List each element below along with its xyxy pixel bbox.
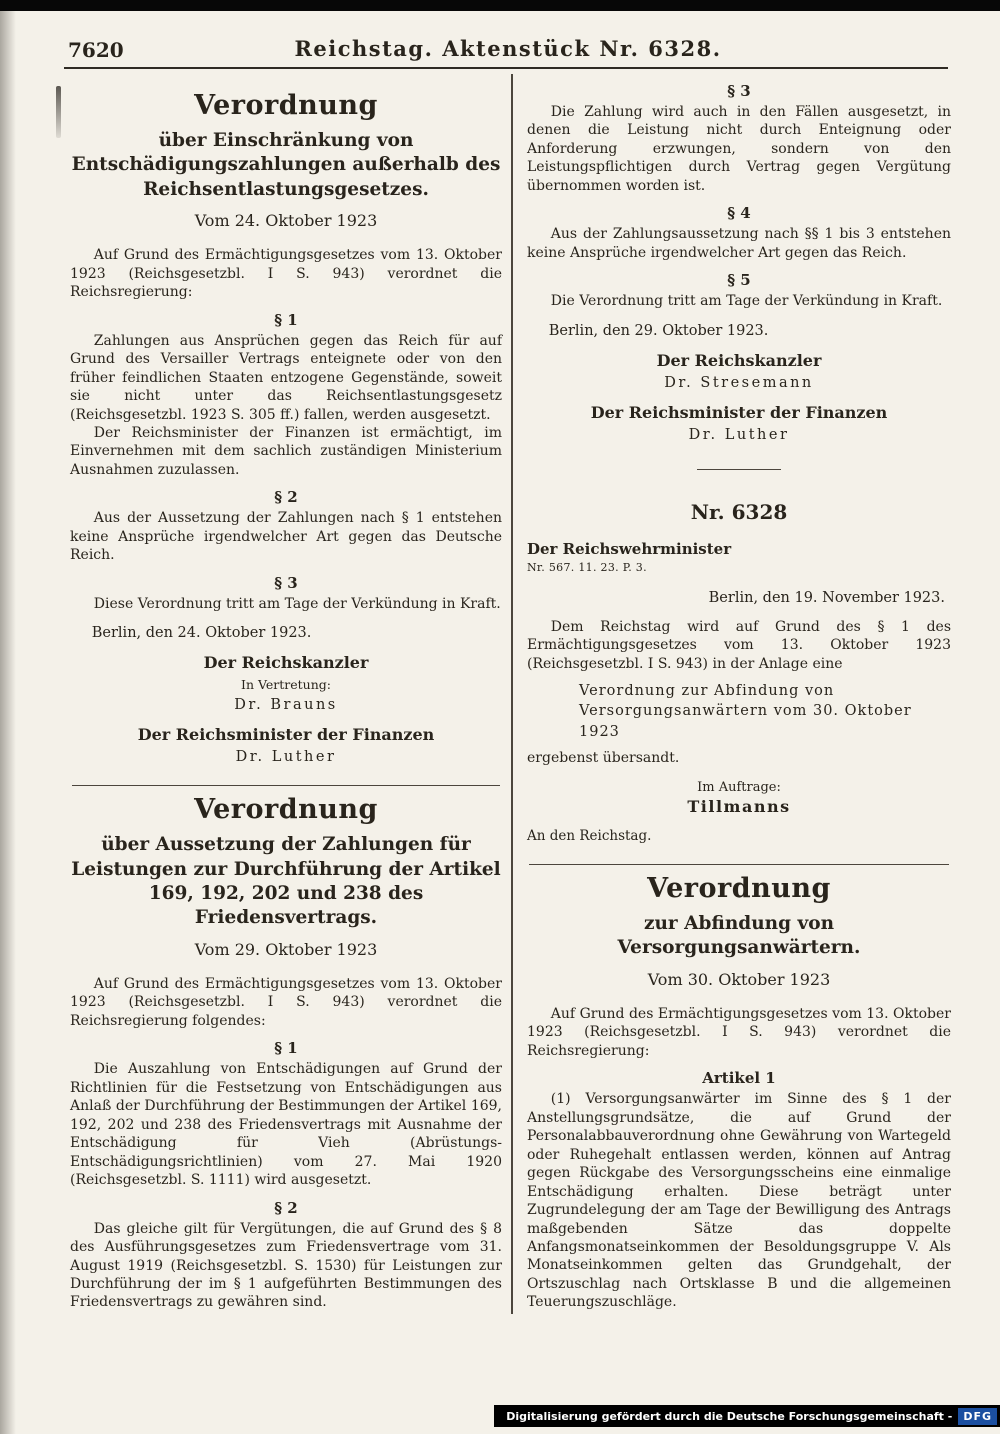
decree1-section1-label: § 1 [274,310,298,329]
decree3-date: Vom 30. Oktober 1923 [647,969,831,989]
decree2-subtitle: über Aussetzung der Zahlungen für Leistungen zur Durchführung der Artikel 169, 192, 202 und 238 des Friedensvertrags. [71,834,501,929]
decree1-signature1-note: In Vertretung: [241,677,331,693]
transmittal-order-note: Im Auftrage: [697,780,781,796]
decree2-signature2-name: Dr. Luther [688,426,790,443]
page-title: Reichstag. Aktenstück Nr. 6328. [294,36,722,61]
decree3-intro: Auf Grund des Ermächtigungsgesetzes vom 13. Oktober 1923 (Reichsgesetzbl. I S. 943) verordnet die Reichsregierung: [527,1005,951,1059]
decree1-signature2-title: Der Reichsminister der Finanzen [137,725,435,745]
scan-edge-top [0,0,1000,11]
decree1-signature1-title: Der Reichskanzler [203,653,369,673]
decree2-date: Vom 29. Oktober 1923 [194,939,378,959]
decree1-section1-paragraph1: Zahlungen aus Ansprüchen gegen das Reich für auf Grund des Versailler Vertrags enteignete oder von den früher feindlichen Staaten entzogene Gegenstände, soweit sie nicht unter das Reichsentlastungsgesetz (Reichsgesetzbl. 1923 S. 305 ff.) fallen, werden ausgesetzt. [70,332,502,423]
decree1-section3-paragraph: Diese Verordnung tritt am Tage der Verkündung in Kraft. [93,595,501,612]
decree1-section2-paragraph: Aus der Aussetzung der Zahlungen nach § 1 entstehen keine Ansprüche irgendwelcher Art gegen das Deutsche Reich. [70,510,502,564]
decree3-article1-label: Artikel 1 [702,1069,776,1088]
decree2-section3-paragraph: Die Zahlung wird auch in den Fällen ausgesetzt, in denen die Leistung nicht durch Enteignung oder Anforderung erzwungen, sondern von den Leistungspflichtigen durch Vertrag gegen Vergütung übernommen worden ist. [527,104,951,194]
transmittal-reference: Nr. 567. 11. 23. P. 3. [527,560,647,574]
decree1-subtitle: über Einschränkung von Entschädigungszahlungen außerhalb des Reichsentlastungsgesetzes. [71,130,501,200]
dfg-logo: DFG [958,1408,997,1425]
decree2-heading: Verordnung [194,794,378,826]
header-rule [64,67,948,69]
decree1-place-date: Berlin, den 24. Oktober 1923. [91,625,312,642]
section-divider-rule [72,785,500,786]
digitization-credit-bar [494,1405,1000,1427]
decree2-section4-label: § 4 [727,204,751,223]
decree1-section3-label: § 3 [274,573,298,592]
decree1-signature1-name: Dr. Brauns [234,697,338,714]
decree2-section3-label: § 3 [727,82,751,100]
transmittal-sender: Der Reichswehrminister [527,539,732,558]
short-divider-rule [697,469,781,470]
decree2-signature1-title: Der Reichskanzler [656,350,822,370]
decree1-section1-paragraph2: Der Reichsminister der Finanzen ist ermächtigt, im Einvernehmen mit dem sachlich zuständigen Ministerium Ausnahmen zuzulassen. [70,424,502,478]
decree1-heading: Verordnung [194,90,378,121]
scan-artifact-mark [56,86,61,138]
decree1-signature2-name: Dr. Luther [235,749,337,766]
decree3-article1-paragraph: (1) Versorgungsanwärter im Sinne des § 1 der Anstellungsgrundsätze, die auf Grund der Personalabbauverordnung ohne Gewährung von Wartegeld oder Ruhegehalt entlassen werden, können auf Antrag gegen Rückgabe des Versorgungsscheins eine einmalige Entschädigung erhalten. Diese beträgt unter Zugrundelegung der am Tage der Bewilligung des Antrags maßgebenden Sätze das doppelte Anfangsmonatseinkommen der Besoldungsgruppe V. Als Monatseinkommen gelten das Grundgehalt, der Ortszuschlag nach Ortsklasse B und die allgemeinen Teuerungszuschläge. [527,1091,951,1311]
decree3-subtitle: zur Abfindung von Versorgungsanwärtern. [617,913,861,959]
decree2-place-date: Berlin, den 29. Oktober 1923. [548,322,769,339]
decree2-signature2-title: Der Reichsminister der Finanzen [590,402,888,422]
decree2-section2-label: § 2 [274,1198,298,1217]
decree2-section1-paragraph: Die Auszahlung von Entschädigungen auf Grund der Richtlinien für die Festsetzung von Entschädigungen aus Anlaß der Durchführung der Bestimmungen der Artikel 169, 192, 202 und 238 des Friedensvertrags mit Ausnahme der Entschädigung für Vieh (Abrüstungs-Entschädigungsrichtlinien) vom 27. Mai 1920 (Reichsgesetzbl. S. 1111) wird ausgesetzt. [70,1061,502,1189]
decree-2 [70,794,502,1312]
transmittal-enclosure-title: Verordnung zur Abfindung von Versorgungsanwärtern vom 30. Oktober 1923 [579,683,912,740]
decree-2-continued [527,82,951,443]
column-divider [511,74,513,1314]
decree1-section2-label: § 2 [274,488,298,507]
decree2-intro: Auf Grund des Ermächtigungsgesetzes vom 13. Oktober 1923 (Reichsgesetzbl. I S. 943) verordnet die Reichsregierung folgendes: [70,975,502,1029]
right-column [527,82,951,1312]
decree2-section5-paragraph: Die Verordnung tritt am Tage der Verkündung in Kraft. [550,293,943,310]
digitization-credit-text: Digitalisierung gefördert durch die Deutsche Forschungsgemeinschaft - [506,1409,953,1423]
decree1-intro: Auf Grund des Ermächtigungsgesetzes vom 13. Oktober 1923 (Reichsgesetzbl. I S. 943) verordnet die Reichsregierung: [70,247,502,301]
decree2-section5-label: § 5 [727,271,751,290]
decree-3 [527,873,951,1312]
page-header [68,36,948,64]
transmittal-body: Dem Reichstag wird auf Grund des § 1 des Ermächtigungsgesetzes vom 13. Oktober 1923 (Reichsgesetzbl. I S. 943) in der Anlage eine [527,618,951,672]
page-number: 7620 [68,38,124,62]
transmittal-note [527,500,951,844]
left-column [70,82,502,1312]
decree2-section2-paragraph: Das gleiche gilt für Vergütungen, die auf Grund des § 8 des Ausführungsgesetzes zum Friedensvertrage vom 31. August 1919 (Reichsgesetzbl. S. 1530) für Leistungen zur Durchführung der im § 1 aufgeführten Bestimmungen des Friedensvertrags zu gewähren sind. [70,1220,502,1311]
section-divider-rule [529,864,949,865]
transmittal-place-date: Berlin, den 19. November 1923. [708,589,945,606]
document-number: Nr. 6328 [690,499,788,524]
decree1-date: Vom 24. Oktober 1923 [194,211,378,231]
decree3-heading: Verordnung [647,873,831,905]
decree2-section4-paragraph: Aus der Zahlungsaussetzung nach §§ 1 bis 3 entstehen keine Ansprüche irgendwelcher Art gegen das Reich. [527,226,951,261]
transmittal-closing: ergebenst übersandt. [527,750,680,767]
transmittal-addressee: An den Reichstag. [527,828,652,845]
scan-edge-left [0,11,16,1434]
decree2-section1-label: § 1 [274,1039,298,1058]
decree-1 [70,90,502,765]
decree2-signature1-name: Dr. Stresemann [664,374,814,391]
transmittal-signature: Tillmanns [687,797,791,817]
